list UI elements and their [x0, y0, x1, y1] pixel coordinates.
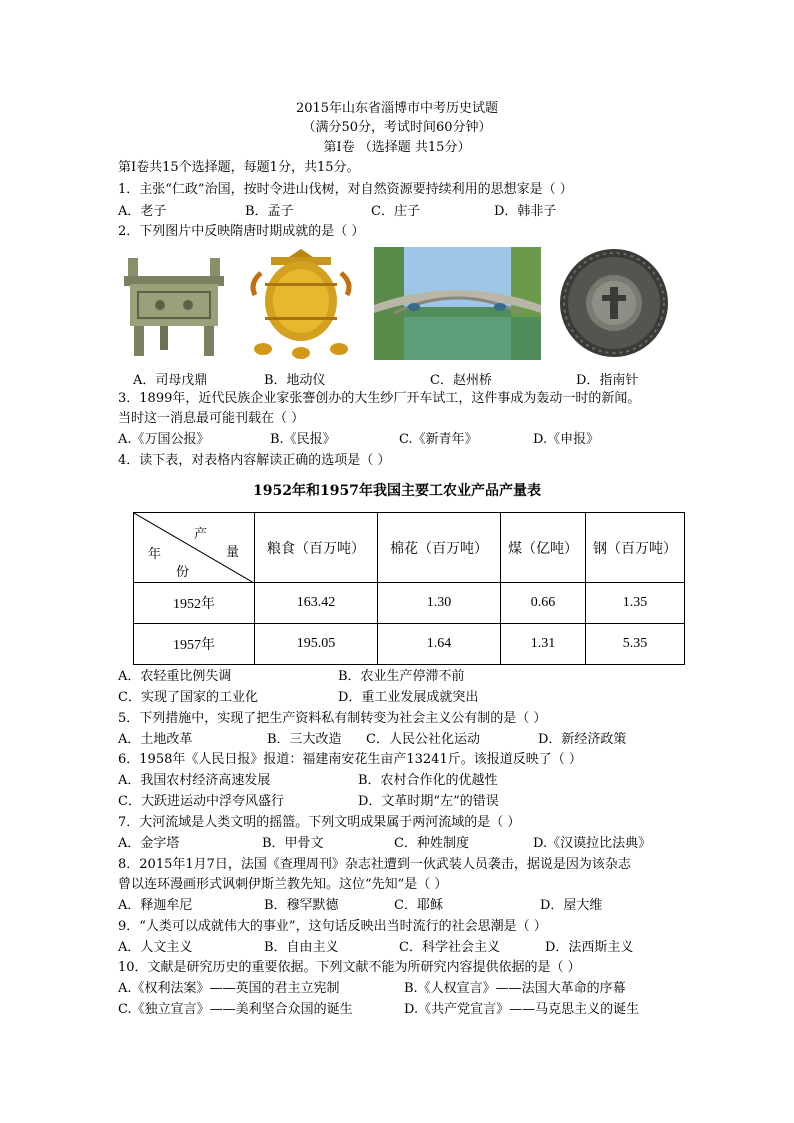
q9-option-b: B．自由主义: [264, 940, 339, 955]
header-cotton: 棉花（百万吨）: [378, 513, 501, 583]
exam-subtitle: （满分50分，考试时间60分钟）: [302, 120, 492, 135]
instruction: 第Ⅰ卷共15个选择题，每题1分，共15分。: [118, 160, 360, 175]
q6-option-d: D．文革时期“左”的错误: [358, 794, 499, 809]
q8-stem-line2: 曾以连环漫画形式讽刺伊斯兰教先知。这位“先知”是（ ）: [118, 877, 448, 892]
q7-option-a: A．金字塔: [118, 836, 180, 851]
row-year: 1952年: [134, 583, 255, 624]
q10-option-b: B.《人权宣言》——法国大革命的序幕: [404, 981, 626, 996]
q6-option-a: A．我国农村经济高速发展: [118, 773, 271, 788]
table-row: [134, 624, 685, 665]
diag-label-left: 年: [148, 546, 162, 561]
table-title: 1952年和1957年我国主要工农业产品产量表: [253, 483, 541, 499]
q2-option-c: C．赵州桥: [430, 373, 492, 388]
diag-label-top: 产: [194, 526, 208, 541]
diag-label-bottom: 份: [176, 564, 190, 579]
header-coal: 煤（亿吨）: [501, 513, 586, 583]
ding-vessel-image: [120, 248, 228, 360]
q3-option-c: C.《新青年》: [399, 432, 478, 447]
q1-option-a: A．老子: [118, 204, 167, 219]
q1-option-d: D．韩非子: [494, 204, 557, 219]
q8-stem-line1: 8．2015年1月7日，法国《查理周刊》杂志社遭到一伙武装人员袭击，据说是因为该杂志: [118, 857, 631, 872]
part-heading: 第Ⅰ卷 （选择题 共15分）: [323, 140, 471, 155]
q3-option-a: A.《万国公报》: [118, 432, 210, 447]
q10-option-d: D.《共产党宣言》——马克思主义的诞生: [404, 1002, 640, 1017]
q1-stem: 1．主张“仁政”治国，按时令进山伐树，对自然资源要持续利用的思想家是（ ）: [118, 182, 573, 197]
q4-option-d: D．重工业发展成就突出: [338, 690, 479, 705]
cell-coal: 1.31: [501, 624, 586, 665]
q10-option-a: A.《权利法案》——英国的君主立宪制: [118, 981, 340, 996]
exam-title: 2015年山东省淄博市中考历史试题: [295, 101, 499, 116]
q2-option-d: D．指南针: [576, 373, 639, 388]
q6-option-c: C．大跃进运动中浮夸风盛行: [118, 794, 284, 809]
q7-option-d: D.《汉谟拉比法典》: [533, 836, 652, 851]
q9-option-a: A．人文主义: [118, 940, 193, 955]
q9-option-d: D．法西斯主义: [545, 940, 634, 955]
production-table: [133, 512, 685, 665]
q7-option-b: B．甲骨文: [262, 836, 324, 851]
cell-coal: 0.66: [501, 583, 586, 624]
q3-option-b: B.《民报》: [270, 432, 336, 447]
q7-option-c: C．种姓制度: [394, 836, 469, 851]
q7-stem: 7．大河流域是人类文明的摇篮。下列文明成果属于两河流域的是（ ）: [118, 815, 521, 830]
q5-option-b: B．三大改造: [267, 732, 342, 747]
compass-image: [558, 247, 670, 359]
q2-option-a: A．司母戊鼎: [133, 373, 208, 388]
q10-stem: 10．文献是研究历史的重要依据。下列文献不能为所研究内容提供依据的是（ ）: [118, 960, 581, 975]
q5-option-c: C．人民公社化运动: [366, 732, 480, 747]
q6-stem: 6．1958年《人民日报》报道：福建南安花生亩产13241斤。该报道反映了（ ）: [118, 752, 582, 767]
q3-stem-line2: 当时这一消息最可能刊载在（ ）: [118, 411, 305, 426]
cell-steel: 1.35: [586, 583, 685, 624]
header-steel: 钢（百万吨）: [586, 513, 685, 583]
q6-option-b: B．农村合作化的优越性: [358, 773, 498, 788]
q2-option-b: B．地动仪: [264, 373, 326, 388]
cell-grain: 195.05: [255, 624, 378, 665]
cell-grain: 163.42: [255, 583, 378, 624]
q5-stem: 5．下列措施中，实现了把生产资料私有制转变为社会主义公有制的是（ ）: [118, 711, 547, 726]
diagonal-header-cell: [134, 513, 255, 583]
q9-option-c: C．科学社会主义: [399, 940, 500, 955]
q8-option-d: D．屋大维: [540, 898, 603, 913]
q2-stem: 2．下列图片中反映隋唐时期成就的是（ ）: [118, 224, 365, 239]
q8-option-b: B．穆罕默德: [264, 898, 339, 913]
cell-steel: 5.35: [586, 624, 685, 665]
table-row: [134, 583, 685, 624]
seismograph-image: [241, 243, 361, 360]
q4-option-b: B．农业生产停滞不前: [338, 669, 465, 684]
q4-stem: 4．读下表，对表格内容解读正确的选项是（ ）: [118, 453, 391, 468]
q3-option-d: D.《申报》: [533, 432, 600, 447]
row-year: 1957年: [134, 624, 255, 665]
cell-cotton: 1.64: [378, 624, 501, 665]
q10-option-c: C.《独立宣言》——美利坚合众国的诞生: [118, 1002, 353, 1017]
q4-option-a: A．农轻重比例失调: [118, 669, 232, 684]
q8-option-a: A．释迦牟尼: [118, 898, 193, 913]
diag-label-right: 量: [226, 544, 240, 559]
zhaozhou-bridge-image: [374, 247, 541, 360]
q9-stem: 9．“人类可以成就伟大的事业”，这句话反映出当时流行的社会思潮是（ ）: [118, 919, 547, 934]
q5-option-a: A．土地改革: [118, 732, 193, 747]
q5-option-d: D．新经济政策: [538, 732, 627, 747]
q4-option-c: C．实现了国家的工业化: [118, 690, 258, 705]
q3-stem-line1: 3．1899年，近代民族企业家张謇创办的大生纱厂开车试工，这件事成为轰动一时的新闻。: [118, 391, 641, 406]
cell-cotton: 1.30: [378, 583, 501, 624]
q1-option-c: C．庄子: [371, 204, 420, 219]
q8-option-c: C．耶稣: [394, 898, 443, 913]
header-grain: 粮食（百万吨）: [255, 513, 378, 583]
q1-option-b: B．孟子: [245, 204, 294, 219]
